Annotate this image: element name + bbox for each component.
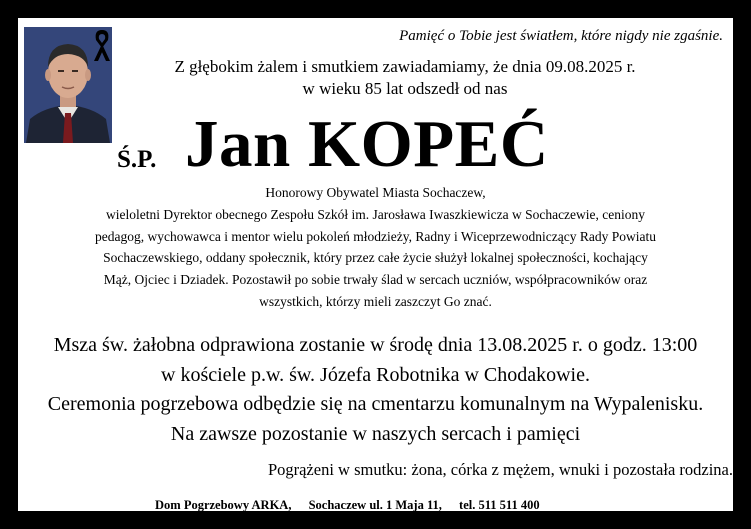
bio-line: pedagog, wychowawca i mentor wielu pokoleń młodzieży, Radny i Wiceprzewodniczący Rady Powiatu xyxy=(94,228,657,244)
mourning-ribbon-icon xyxy=(92,28,112,62)
funeral-home-footer xyxy=(155,498,554,513)
memorial-motto: Pamięć o Tobie jest światłem, które nigdy nie zgaśnie. xyxy=(399,28,723,44)
deceased-name: Jan KOPEĆ xyxy=(185,107,549,181)
funeral-home-phone: tel. 511 511 400 xyxy=(459,498,540,512)
deceased-name-row xyxy=(0,106,751,184)
announcement-line-2: w wieku 85 lat odszedł od nas xyxy=(302,79,508,98)
announcement-line-1: Z głębokim żalem i smutkiem zawiadamiamy, że dnia 09.08.2025 r. xyxy=(174,57,636,76)
bio-line: Mąż, Ojciec i Dziadek. Pozostawił po sobie trwały ślad w sercach uczniów, współpracowników oraz xyxy=(103,272,648,288)
bio-line: Honorowy Obywatel Miasta Sochaczew, xyxy=(265,185,486,200)
ceremony-line: w kościele p.w. św. Józefa Robotnika w Chodakowie. xyxy=(161,363,590,386)
mourners-line: Pogrążeni w smutku: żona, córka z mężem, wnuki i pozostała rodzina. xyxy=(267,460,733,479)
funeral-home-name: Dom Pogrzebowy ARKA, xyxy=(155,498,292,512)
ceremony-line: Ceremonia pogrzebowa odbędzie się na cmentarzu komunalnym na Wypalenisku. xyxy=(47,393,704,415)
ceremony-line: Na zawsze pozostanie w naszych sercach i pamięci xyxy=(170,422,581,445)
biography xyxy=(40,182,711,313)
bio-line: Sochaczewskiego, oddany społecznik, który przez całe życie służył lokalnej społeczności, kochający xyxy=(103,250,648,266)
deceased-prefix: Ś.P. xyxy=(117,146,157,173)
ceremony-details xyxy=(20,331,731,449)
bio-line: wszystkich, którzy mieli zaszczyt Go znać. xyxy=(259,293,492,309)
bio-line: wieloletni Dyrektor obecnego Zespołu Szkół im. Jarosława Iwaszkiewicza w Sochaczewie, ceniony xyxy=(105,206,646,222)
ceremony-line: Msza św. żałobna odprawiona zostanie w środę dnia 13.08.2025 r. o godz. 13:00 xyxy=(53,334,698,356)
funeral-home-address: Sochaczew ul. 1 Maja 11, xyxy=(308,498,442,512)
